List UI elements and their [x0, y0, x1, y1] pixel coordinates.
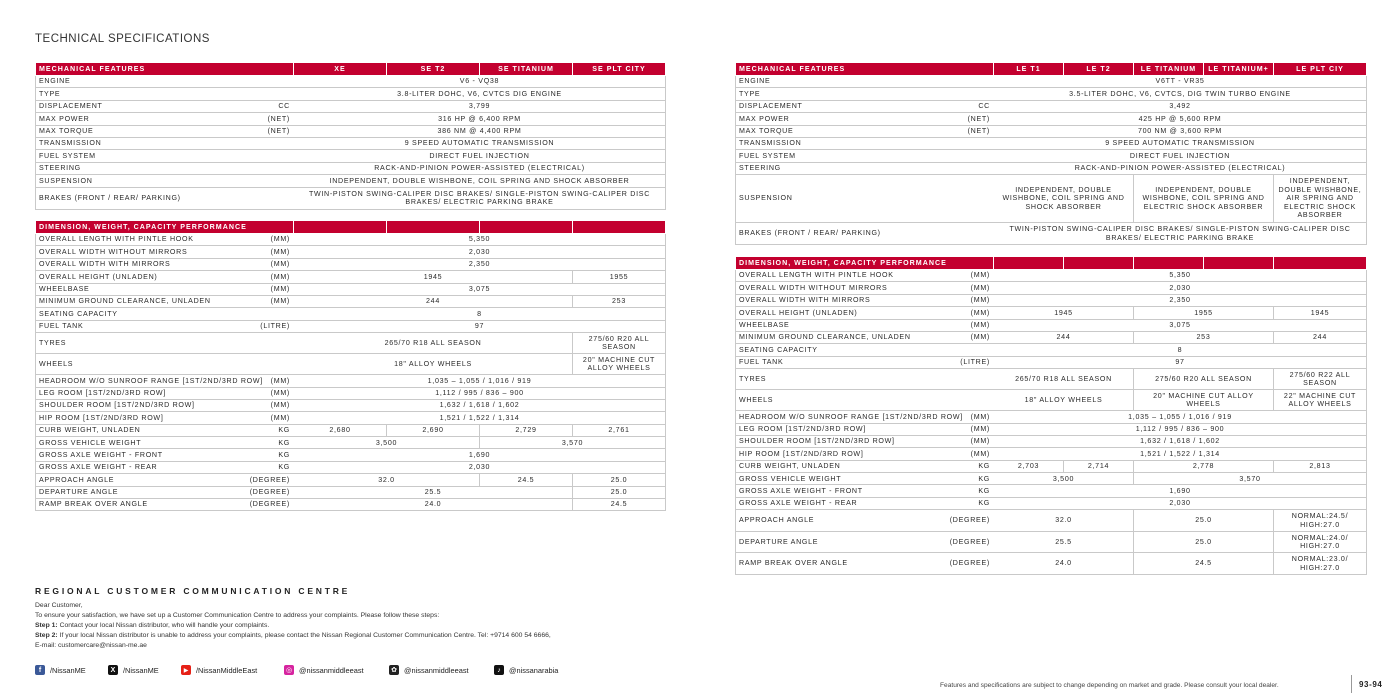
table-row — [36, 333, 666, 354]
cell: INDEPENDENT, DOUBLE WISHBONE, COIL SPRING AND SHOCK ABSORBER — [294, 175, 666, 187]
cell: 1,632 / 1,618 / 1,602 — [994, 435, 1367, 447]
table-row — [36, 295, 666, 307]
table-row — [736, 485, 1367, 497]
cell: 8 — [994, 344, 1367, 356]
instagram-icon: ◎ — [285, 667, 293, 674]
table-row — [36, 125, 666, 137]
row-label: HIP ROOM [1ST/2ND/3RD ROW] (MM) — [736, 448, 994, 460]
row-label: SHOULDER ROOM [1ST/2ND/3RD ROW] (MM) — [36, 399, 294, 411]
cell: 3,492 — [994, 100, 1367, 112]
row-label: HEADROOM W/O SUNROOF RANGE [1ST/2ND/3RD ROW] (MM) — [736, 411, 994, 423]
cell: 265/70 R18 ALL SEASON — [994, 369, 1134, 390]
cell: 97 — [994, 356, 1367, 368]
row-label: TYRES — [736, 369, 994, 390]
table-row — [36, 412, 666, 424]
cell: 3,799 — [294, 100, 666, 112]
row-label: RAMP BREAK OVER ANGLE (DEGREE) — [36, 499, 294, 511]
table-row — [736, 497, 1367, 509]
table-row — [36, 283, 666, 295]
cell: 1,521 / 1,522 / 1,314 — [994, 448, 1367, 460]
table-row — [36, 308, 666, 320]
cell: 1,632 / 1,618 / 1,602 — [294, 399, 666, 411]
cell: 2,729 — [480, 424, 573, 436]
table-row — [736, 460, 1367, 472]
cell: 265/70 R18 ALL SEASON — [294, 333, 573, 354]
row-label: MAX TORQUE (NET) — [36, 125, 294, 137]
row-label: OVERALL WIDTH WITHOUT MIRRORS (MM) — [736, 282, 994, 294]
cell: 3,570 — [1134, 473, 1367, 485]
row-label: OVERALL WIDTH WITH MIRRORS (MM) — [736, 294, 994, 306]
cell: 253 — [1134, 331, 1274, 343]
cell: 3.5-LITER DOHC, V6, CVTCS, DIG TWIN TURBO ENGINE — [994, 88, 1367, 100]
cell: 386 NM @ 4,400 RPM — [294, 125, 666, 137]
table-row — [736, 319, 1367, 331]
row-label: TRANSMISSION — [36, 137, 294, 149]
cell: 5,350 — [994, 270, 1367, 282]
right-dimension-table — [735, 256, 1367, 575]
cell: 3,075 — [994, 319, 1367, 331]
table-row — [36, 175, 666, 187]
table-row — [36, 88, 666, 100]
table-row — [736, 175, 1367, 223]
cell: 32.0 — [294, 474, 480, 486]
cell: NORMAL:24.0/ HIGH:27.0 — [1274, 531, 1367, 553]
row-label: FUEL TANK (LITRE) — [736, 356, 994, 368]
table-row — [36, 424, 666, 436]
cell: 1955 — [573, 271, 666, 283]
cell: INDEPENDENT, DOUBLE WISHBONE, AIR SPRING AND ELECTRIC SHOCK ABSORBER — [1274, 175, 1367, 223]
row-label: OVERALL WIDTH WITHOUT MIRRORS (MM) — [36, 246, 294, 258]
cell: 244 — [994, 331, 1134, 343]
trim-header: LE T2 — [1064, 63, 1134, 76]
table-row — [36, 354, 666, 375]
cell: 1945 — [1274, 307, 1367, 319]
row-label: DISPLACEMENT CC — [736, 100, 994, 112]
trim-header: LE T1 — [994, 63, 1064, 76]
table-row — [36, 387, 666, 399]
cell: DIRECT FUEL INJECTION — [994, 150, 1367, 162]
section-header: MECHANICAL FEATURES — [36, 63, 294, 76]
trim-header: XE — [294, 63, 387, 76]
row-label: GROSS AXLE WEIGHT - FRONT KG — [36, 449, 294, 461]
row-label: MINIMUM GROUND CLEARANCE, UNLADEN (MM) — [736, 331, 994, 343]
row-label: WHEELBASE (MM) — [36, 283, 294, 295]
cell: 275/60 R22 ALL SEASON — [1274, 369, 1367, 390]
right-mechanical-table — [735, 62, 1367, 245]
table-row — [736, 113, 1367, 125]
trim-header: LE TITANIUM+ — [1204, 63, 1274, 76]
cell: 25.0 — [1134, 531, 1274, 553]
table-row — [736, 150, 1367, 162]
cell: TWIN-PISTON SWING-CALIPER DISC BRAKES/ SINGLE-PISTON SWING-CALIPER DISC BRAKES/ ELECTRIC PARKING BRAKE — [294, 187, 666, 209]
table-row — [736, 162, 1367, 174]
row-label: BRAKES (FRONT / REAR/ PARKING) — [736, 223, 994, 245]
table-row — [736, 369, 1367, 390]
cell: 32.0 — [994, 510, 1134, 532]
row-label: MINIMUM GROUND CLEARANCE, UNLADEN (MM) — [36, 295, 294, 307]
row-label: ENGINE — [736, 76, 994, 88]
social-facebook[interactable]: f /NissanME — [35, 665, 86, 675]
cell: 25.5 — [294, 486, 573, 498]
trim-header: SE PLT CITY — [573, 63, 666, 76]
section-header: DIMENSION, WEIGHT, CAPACITY PERFORMANCE — [736, 257, 994, 270]
cell: 2,030 — [994, 497, 1367, 509]
cell: TWIN-PISTON SWING-CALIPER DISC BRAKES/ SINGLE-PISTON SWING-CALIPER DISC BRAKES/ ELECTRIC PARKING BRAKE — [994, 223, 1367, 245]
table-row — [736, 356, 1367, 368]
cell: 18" ALLOY WHEELS — [994, 390, 1134, 411]
row-label: GROSS AXLE WEIGHT - FRONT KG — [736, 485, 994, 497]
row-label: GROSS VEHICLE WEIGHT KG — [36, 437, 294, 449]
row-label: OVERALL LENGTH WITH PINTLE HOOK (MM) — [736, 270, 994, 282]
rccc-intro: To ensure your satisfaction, we have set up a Customer Communication Centre to address your complaints. Please follow these steps: — [35, 612, 440, 619]
table-row — [736, 294, 1367, 306]
cell: 24.5 — [1134, 553, 1274, 575]
left-dimension-table — [35, 220, 666, 511]
tiktok-icon: ♪ — [494, 665, 504, 675]
cell: 275/60 R20 ALL SEASON — [1134, 369, 1274, 390]
social-snapchat[interactable]: ✿ @nissanmiddleeast — [389, 665, 469, 675]
table-row — [36, 399, 666, 411]
table-row — [736, 76, 1367, 88]
row-label: APPROACH ANGLE (DEGREE) — [736, 510, 994, 532]
row-label: FUEL SYSTEM — [736, 150, 994, 162]
section-header: MECHANICAL FEATURES — [736, 63, 994, 76]
row-label: CURB WEIGHT, UNLADEN KG — [36, 424, 294, 436]
cell: 1,521 / 1,522 / 1,314 — [294, 412, 666, 424]
row-label: WHEELS — [36, 354, 294, 375]
cell: 8 — [294, 308, 666, 320]
table-row — [736, 282, 1367, 294]
cell: 1945 — [294, 271, 573, 283]
cell: DIRECT FUEL INJECTION — [294, 150, 666, 162]
row-label: SEATING CAPACITY — [36, 308, 294, 320]
cell: 24.5 — [573, 499, 666, 511]
row-label: STEERING — [736, 162, 994, 174]
cell: 9 SPEED AUTOMATIC TRANSMISSION — [994, 137, 1367, 149]
row-label: CURB WEIGHT, UNLADEN KG — [736, 460, 994, 472]
row-label: SUSPENSION — [736, 175, 994, 223]
cell: 2,030 — [994, 282, 1367, 294]
row-label: MAX POWER (NET) — [36, 113, 294, 125]
table-row — [736, 510, 1367, 532]
table-row — [36, 449, 666, 461]
cell: 1,112 / 995 / 836 – 900 — [294, 387, 666, 399]
cell: 2,714 — [1064, 460, 1134, 472]
cell: 2,030 — [294, 461, 666, 473]
cell: 20" MACHINE CUT ALLOY WHEELS — [573, 354, 666, 375]
cell: 700 NM @ 3,600 RPM — [994, 125, 1367, 137]
table-row — [36, 474, 666, 486]
table-row — [736, 223, 1367, 245]
cell: 3,500 — [294, 437, 480, 449]
row-label: GROSS AXLE WEIGHT - REAR KG — [36, 461, 294, 473]
row-label: GROSS VEHICLE WEIGHT KG — [736, 473, 994, 485]
table-row — [736, 435, 1367, 447]
table-row — [36, 137, 666, 149]
cell: V6TT - VR35 — [994, 76, 1367, 88]
table-row — [736, 100, 1367, 112]
cell: INDEPENDENT, DOUBLE WISHBONE, COIL SPRING AND ELECTRIC SHOCK ABSORBER — [1134, 175, 1274, 223]
table-row — [736, 531, 1367, 553]
cell: 1,112 / 995 / 836 – 900 — [994, 423, 1367, 435]
x-icon: X — [108, 665, 118, 675]
social-tiktok[interactable]: ♪ @nissanarabia — [494, 665, 558, 675]
page-title: TECHNICAL SPECIFICATIONS — [35, 33, 210, 45]
table-row — [36, 100, 666, 112]
cell: 25.0 — [1134, 510, 1274, 532]
table-row — [36, 113, 666, 125]
cell: RACK-AND-PINION POWER-ASSISTED (ELECTRICAL) — [294, 162, 666, 174]
table-row — [36, 271, 666, 283]
table-row — [36, 150, 666, 162]
rccc-heading: REGIONAL CUSTOMER COMMUNICATION CENTRE — [35, 586, 351, 596]
table-row — [736, 553, 1367, 575]
table-row — [36, 234, 666, 246]
table-row — [736, 423, 1367, 435]
row-label: TYPE — [736, 88, 994, 100]
row-label: DEPARTURE ANGLE (DEGREE) — [36, 486, 294, 498]
cell: 2,030 — [294, 246, 666, 258]
disclaimer: Features and specifications are subject to change depending on market and grade. Please consult your local dealer. — [940, 682, 1279, 689]
snapchat-icon: ✿ — [389, 665, 399, 675]
cell: 24.0 — [994, 553, 1134, 575]
row-label: GROSS AXLE WEIGHT - REAR KG — [736, 497, 994, 509]
cell: 2,680 — [294, 424, 387, 436]
row-label: TYPE — [36, 88, 294, 100]
rccc-body — [35, 601, 655, 651]
table-row — [36, 76, 666, 88]
cell: 2,690 — [387, 424, 480, 436]
row-label: MAX TORQUE (NET) — [736, 125, 994, 137]
cell: 2,350 — [994, 294, 1367, 306]
row-label: SUSPENSION — [36, 175, 294, 187]
cell: 1955 — [1134, 307, 1274, 319]
page-divider — [1351, 675, 1352, 693]
table-row — [36, 162, 666, 174]
cell: 24.5 — [480, 474, 573, 486]
row-label: FUEL SYSTEM — [36, 150, 294, 162]
cell: 275/60 R20 ALL SEASON — [573, 333, 666, 354]
row-label: LEG ROOM [1ST/2ND/3RD ROW] (MM) — [736, 423, 994, 435]
cell: 25.5 — [994, 531, 1134, 553]
cell: 244 — [294, 295, 573, 307]
table-row — [736, 448, 1367, 460]
cell: 3.8-LITER DOHC, V6, CVTCS DIG ENGINE — [294, 88, 666, 100]
rccc-greeting: Dear Customer, — [35, 602, 83, 609]
row-label: TYRES — [36, 333, 294, 354]
rccc-step-2: Step 2: If your local Nissan distributor is unable to address your complaints, please contact the Nissan Regional Customer Communication Centre. Tel: +9714 600 54 6666, — [35, 632, 551, 639]
cell: 5,350 — [294, 234, 666, 246]
cell: NORMAL:23.0/ HIGH:27.0 — [1274, 553, 1367, 575]
row-label: DEPARTURE ANGLE (DEGREE) — [736, 531, 994, 553]
trim-header: SE TITANIUM — [480, 63, 573, 76]
cell: 1,035 – 1,055 / 1,016 / 919 — [994, 411, 1367, 423]
table-row — [736, 137, 1367, 149]
cell: 316 HP @ 6,400 RPM — [294, 113, 666, 125]
trim-header: LE TITANIUM — [1134, 63, 1204, 76]
cell: 3,570 — [480, 437, 666, 449]
cell: 2,703 — [994, 460, 1064, 472]
cell: 9 SPEED AUTOMATIC TRANSMISSION — [294, 137, 666, 149]
table-row — [736, 411, 1367, 423]
table-row — [36, 461, 666, 473]
table-row — [736, 390, 1367, 411]
table-row — [36, 499, 666, 511]
cell: 2,778 — [1134, 460, 1274, 472]
row-label: OVERALL HEIGHT (UNLADEN) (MM) — [736, 307, 994, 319]
table-row — [736, 88, 1367, 100]
cell: 1,690 — [294, 449, 666, 461]
table-row — [36, 486, 666, 498]
cell: 2,813 — [1274, 460, 1367, 472]
cell: 3,500 — [994, 473, 1134, 485]
table-row — [36, 246, 666, 258]
cell: 18" ALLOY WHEELS — [294, 354, 573, 375]
cell: 1945 — [994, 307, 1134, 319]
trim-header: SE T2 — [387, 63, 480, 76]
cell: RACK-AND-PINION POWER-ASSISTED (ELECTRICAL) — [994, 162, 1367, 174]
cell: 425 HP @ 5,600 RPM — [994, 113, 1367, 125]
table-row — [736, 331, 1367, 343]
youtube-icon: ▶ — [181, 665, 191, 675]
rccc-step-1: Step 1: Contact your local Nissan distributor, who will handle your complaints. — [35, 622, 270, 629]
social-instagram[interactable]: ◎ @nissanmiddleeast — [285, 665, 364, 675]
trim-header: LE PLT CIY — [1274, 63, 1367, 76]
row-label: HIP ROOM [1ST/2ND/3RD ROW] (MM) — [36, 412, 294, 424]
table-row — [36, 375, 666, 387]
cell: 22" MACHINE CUT ALLOY WHEELS — [1274, 390, 1367, 411]
row-label: ENGINE — [36, 76, 294, 88]
cell: 1,690 — [994, 485, 1367, 497]
row-label: STEERING — [36, 162, 294, 174]
row-label: DISPLACEMENT CC — [36, 100, 294, 112]
row-label: BRAKES (FRONT / REAR/ PARKING) — [36, 187, 294, 209]
row-label: SHOULDER ROOM [1ST/2ND/3RD ROW] (MM) — [736, 435, 994, 447]
table-row — [736, 344, 1367, 356]
cell: 97 — [294, 320, 666, 332]
row-label: RAMP BREAK OVER ANGLE (DEGREE) — [736, 553, 994, 575]
row-label: HEADROOM W/O SUNROOF RANGE [1ST/2ND/3RD ROW] (MM) — [36, 375, 294, 387]
cell: 25.0 — [573, 486, 666, 498]
cell: 20" MACHINE CUT ALLOY WHEELS — [1134, 390, 1274, 411]
row-label: OVERALL LENGTH WITH PINTLE HOOK (MM) — [36, 234, 294, 246]
cell: V6 - VQ38 — [294, 76, 666, 88]
table-row — [736, 125, 1367, 137]
row-label: APPROACH ANGLE (DEGREE) — [36, 474, 294, 486]
cell: 2,350 — [294, 258, 666, 270]
rccc-email[interactable]: E-mail: customercare@nissan-me.ae — [35, 642, 147, 649]
cell: 253 — [573, 295, 666, 307]
table-row — [736, 473, 1367, 485]
table-row — [36, 187, 666, 209]
facebook-icon: f — [35, 665, 45, 675]
row-label: OVERALL WIDTH WITH MIRRORS (MM) — [36, 258, 294, 270]
cell: 1,035 – 1,055 / 1,016 / 919 — [294, 375, 666, 387]
row-label: WHEELS — [736, 390, 994, 411]
table-row — [736, 270, 1367, 282]
cell: 3,075 — [294, 283, 666, 295]
table-row — [736, 307, 1367, 319]
table-row — [36, 437, 666, 449]
cell: 244 — [1274, 331, 1367, 343]
cell: 25.0 — [573, 474, 666, 486]
left-mechanical-table — [35, 62, 666, 210]
row-label: TRANSMISSION — [736, 137, 994, 149]
social-youtube[interactable]: ▶ /NissanMiddleEast — [181, 665, 257, 675]
table-row — [36, 320, 666, 332]
row-label: WHEELBASE (MM) — [736, 319, 994, 331]
social-x[interactable]: X /NissanME — [108, 665, 159, 675]
table-row — [36, 258, 666, 270]
cell: INDEPENDENT, DOUBLE WISHBONE, COIL SPRING AND SHOCK ABSORBER — [994, 175, 1134, 223]
row-label: OVERALL HEIGHT (UNLADEN) (MM) — [36, 271, 294, 283]
cell: NORMAL:24.5/ HIGH:27.0 — [1274, 510, 1367, 532]
row-label: SEATING CAPACITY — [736, 344, 994, 356]
row-label: LEG ROOM [1ST/2ND/3RD ROW] (MM) — [36, 387, 294, 399]
section-header: DIMENSION, WEIGHT, CAPACITY PERFORMANCE — [36, 221, 294, 234]
page-numbers: 93-94 — [1359, 680, 1383, 689]
row-label: MAX POWER (NET) — [736, 113, 994, 125]
row-label: FUEL TANK (LITRE) — [36, 320, 294, 332]
cell: 24.0 — [294, 499, 573, 511]
cell: 2,761 — [573, 424, 666, 436]
